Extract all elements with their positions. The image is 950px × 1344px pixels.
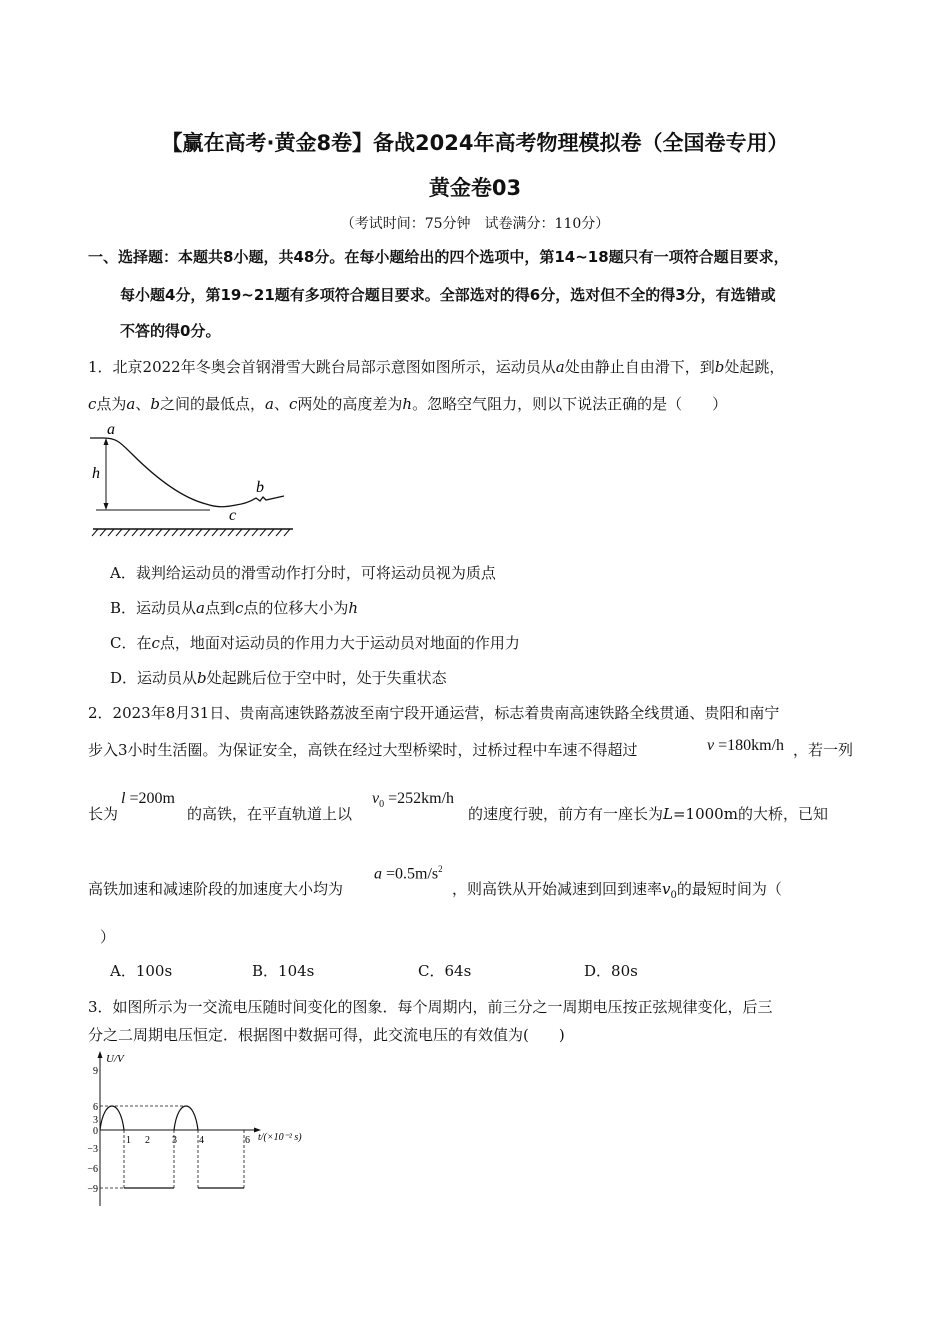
q2-option-c[interactable]: C．64s: [418, 962, 472, 980]
q2-line2: 步入3小时生活圈。为保证安全，高铁在经过大型桥梁时，过桥过程中车速不得超过: [88, 741, 638, 759]
slope-curve: [90, 438, 284, 507]
exam-subtitle: 黄金卷03: [428, 176, 522, 200]
sine-segment-2: [174, 1106, 198, 1130]
q2-formula-v0: $v_0 =252km/h$: [372, 790, 455, 811]
ytick-6: 6: [93, 1102, 98, 1113]
ytick-9: 9: [93, 1066, 98, 1077]
xtick-6: 6: [245, 1135, 250, 1146]
q1-option-b[interactable]: B．运动员从a点到c点的位移大小为h: [110, 599, 359, 617]
q2-line3-post: 的速度行驶，前方有一座长为L=1000m的大桥，已知: [468, 805, 828, 823]
sine-segment-1: [100, 1106, 124, 1130]
voltage-graph: [86, 1048, 326, 1208]
q2-formula-a: $a =0.5m/s^2$: [374, 864, 443, 883]
q1-option-d[interactable]: D．运动员从b处起跳后位于空中时，处于失重状态: [110, 669, 447, 687]
label-a: a: [107, 421, 115, 438]
q3-line1: 3．如图所示为一交流电压随时间变化的图象．每个周期内，前三分之一周期电压按正弦规律变化，后三: [88, 998, 773, 1016]
xtick-2: 2: [145, 1135, 150, 1146]
section-instructions-line1: 一、选择题：本题共8小题，共48分。在每小题给出的四个选项中，第14~18题只有一项符合题目要求，: [88, 248, 789, 266]
ytick-neg6: −6: [87, 1164, 98, 1175]
q1-line1: 1．北京2022年冬奥会首钢滑雪大跳台局部示意图如图所示，运动员从a处由静止自由滑下，到b处起跳，: [88, 358, 785, 376]
y-axis-label: U/V: [106, 1053, 124, 1065]
ski-jump-figure: [88, 418, 303, 543]
q2-line2-end: ，若一列: [793, 741, 854, 759]
q2-line3-pre: 长为: [88, 805, 119, 823]
q1-option-c[interactable]: C．在c点，地面对运动员的作用力大于运动员对地面的作用力: [110, 634, 520, 652]
ground-hatching: [92, 529, 290, 536]
q1-line2: c点为a、b之间的最低点，a、c两处的高度差为h。忽略空气阻力，则以下说法正确的是（ ）: [88, 395, 728, 413]
exam-title: 【赢在高考·黄金8卷】备战2024年高考物理模拟卷（全国卷专用）: [161, 131, 789, 155]
q3-line2: 分之二周期电压恒定．根据图中数据可得，此交流电压的有效值为( ): [88, 1026, 565, 1044]
q2-option-d[interactable]: D．80s: [584, 962, 638, 980]
x-axis-label: t/(×10⁻² s): [258, 1132, 302, 1143]
q2-option-b[interactable]: B．104s: [252, 962, 315, 980]
ytick-0: 0: [93, 1126, 98, 1137]
q2-line4-post: ，则高铁从开始减速到回到速率$v_0$的最短时间为（: [452, 880, 782, 901]
q2-line5: ）: [100, 928, 116, 946]
exam-info: （考试时间：75分钟 试卷满分：110分）: [340, 216, 610, 232]
ytick-3: 3: [93, 1115, 98, 1126]
q2-line4-pre: 高铁加速和减速阶段的加速度大小均为: [88, 880, 344, 898]
label-c: c: [229, 507, 237, 524]
q2-line3-mid: 的高铁，在平直轨道上以: [187, 805, 353, 823]
xtick-3: 3: [172, 1135, 177, 1146]
section-instructions-line3: 不答的得0分。: [120, 322, 221, 340]
ytick-neg3: −3: [87, 1144, 98, 1155]
xtick-4: 4: [199, 1135, 204, 1146]
q2-option-a[interactable]: A．100s: [110, 962, 173, 980]
q2-formula-l: l =200m: [121, 790, 175, 807]
q2-formula-v: v =180km/h: [707, 737, 785, 754]
xtick-1: 1: [126, 1135, 131, 1146]
section-instructions-line2: 每小题4分，第19~21题有多项符合题目要求。全部选对的得6分，选对但不全的得3分，有选错或: [120, 286, 776, 304]
ytick-neg9: −9: [87, 1184, 98, 1195]
q2-line1: 2．2023年8月31日、贵南高速铁路荔波至南宁段开通运营，标志着贵南高速铁路全线贯通、贵阳和南宁: [88, 704, 780, 722]
label-h: h: [92, 465, 100, 482]
q1-option-a[interactable]: A．裁判给运动员的滑雪动作打分时，可将运动员视为质点: [110, 564, 496, 582]
label-b: b: [256, 479, 264, 496]
